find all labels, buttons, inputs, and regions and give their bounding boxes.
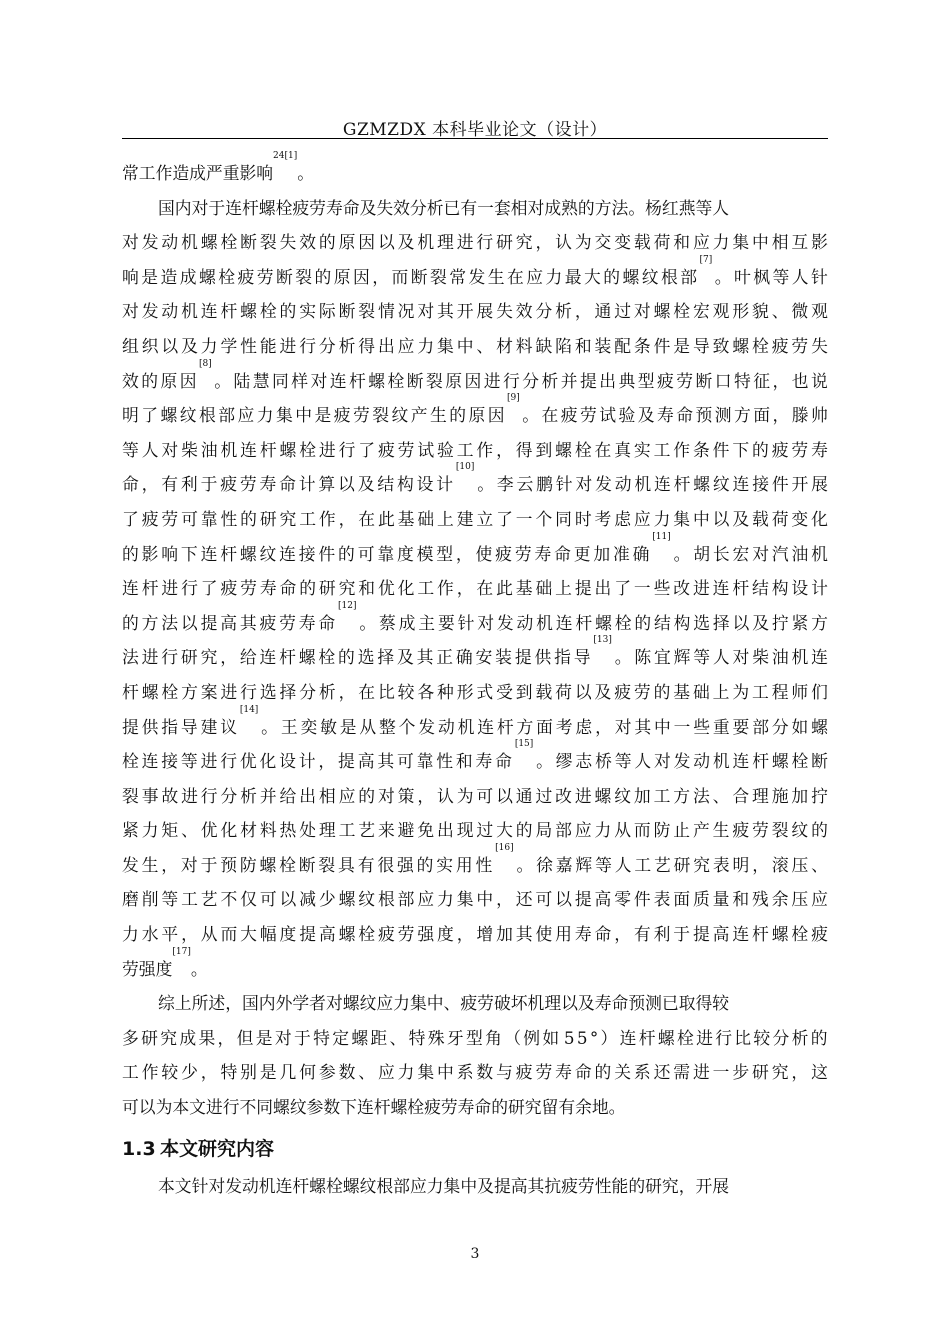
- text-line: 的 方 法 以 提 高 其 疲 劳 寿 命 [12] 。 蔡 成 主 要 针 对 发 动 机 连 杆 螺 栓 的 结 构 选 择 以 及 拧 紧 方: [122, 606, 828, 641]
- text-line: 本 文 针 对 发 动 机 连 杆 螺 栓 螺 纹 根 部 应 力 集 中 及 提 高 其 抗 疲 劳 性 能 的 研 究 ， 开 展: [158, 1175, 730, 1196]
- text-line: 命 ， 有 利 于 疲 劳 寿 命 计 算 以 及 结 构 设 计 [10] 。 李 云 鹏 针 对 发 动 机 连 杆 螺 纹 连 接 件 开 展: [122, 467, 828, 502]
- text-line: [122, 946, 828, 987]
- line-text: 可以为本文进行不同螺纹参数下连杆螺栓疲劳寿命的研究留有余地。: [122, 1097, 626, 1118]
- header-rule: [122, 138, 828, 139]
- text-line: 提 供 指 导 建 议 [14] 。 王 奕 敏 是 从 整 个 发 动 机 连 杆 方 面 考 虑 ， 对 其 中 一 些 重 要 部 分 如 螺: [122, 710, 828, 745]
- paragraph-continued: [122, 151, 828, 191]
- citation-marker: [14]: [239, 704, 259, 715]
- text-line: 连 杆 进 行 了 疲 劳 寿 命 的 研 究 和 优 化 工 作 ， 在 此 基 础 上 提 出 了 一 些 改 进 连 杆 结 构 设 计: [122, 578, 828, 599]
- text-line: 对 发 动 机 连 杆 螺 栓 的 实 际 断 裂 情 况 对 其 开 展 失 效 分 析 ， 通 过 对 螺 栓 宏 观 形 貌 、 微 观: [122, 301, 828, 322]
- text-line: 磨 削 等 工 艺 不 仅 可 以 减 少 螺 纹 根 部 应 力 集 中 ， 还 可 以 提 高 零 件 表 面 质 量 和 残 余 压 应: [122, 889, 828, 910]
- text-line: 工 作 较 少 ， 特 别 是 几 何 参 数 、 应 力 集 中 系 数 与 疲 劳 寿 命 的 关 系 还 需 进 一 步 研 究 ， 这: [122, 1062, 828, 1083]
- citation-marker: [12]: [338, 600, 357, 611]
- paragraph-summary: [122, 986, 828, 1124]
- citation-marker: [7]: [699, 254, 713, 265]
- text-line: 力 水 平 ， 从 而 大 幅 度 提 高 螺 栓 疲 劳 强 度 ， 增 加 其 使 用 寿 命 ， 有 利 于 提 高 连 杆 螺 栓 疲: [122, 924, 828, 945]
- section-title: 本文研究内容: [160, 1137, 275, 1160]
- line-text: 常工作造成严重影响: [122, 163, 274, 183]
- text-line: 国 内 对 于 连 杆 螺 栓 疲 劳 寿 命 及 失 效 分 析 已 有 一 套 相 对 成 熟 的 方 法 。 杨 红 燕 等 人: [158, 197, 730, 218]
- page-body: [122, 151, 828, 1203]
- citation-marker: [15]: [514, 739, 534, 750]
- text-line: 杆 螺 栓 方 案 进 行 选 择 分 析 ， 在 比 较 各 种 形 式 受 到 载 荷 以 及 疲 劳 的 基 础 上 为 工 程 师 们: [122, 681, 828, 702]
- line-text: 劳强度: [122, 958, 173, 979]
- text-line: 效 的 原 因 [8] 。 陆 慧 同 样 对 连 杆 螺 栓 断 裂 原 因 进 行 分 析 并 提 出 典 型 疲 劳 断 口 特 征 ， 也 说: [122, 364, 828, 399]
- line-text-tail: 。: [297, 163, 315, 183]
- text-line: 发 生 ， 对 于 预 防 螺 栓 断 裂 具 有 很 强 的 实 用 性 [16] 。 徐 嘉 辉 等 人 工 艺 研 究 表 明 ， 滚 压 、: [122, 848, 828, 883]
- citation-marker: [9]: [507, 393, 520, 404]
- citation-marker: [16]: [495, 842, 514, 853]
- citation-marker: [13]: [593, 635, 612, 646]
- text-line: 综 上 所 述 ， 国 内 外 学 者 对 螺 纹 应 力 集 中 、 疲 劳 破 坏 机 理 以 及 寿 命 预 测 已 取 得 较: [158, 993, 730, 1014]
- text-line: 明 了 螺 纹 根 部 应 力 集 中 是 疲 劳 裂 纹 产 生 的 原 因 [9] 。 在 疲 劳 试 验 及 寿 命 预 测 方 面 ， 滕 帅: [122, 398, 828, 433]
- text-line: 等 人 对 柴 油 机 连 杆 螺 栓 进 行 了 疲 劳 试 验 工 作 ， 得 到 螺 栓 在 真 实 工 作 条 件 下 的 疲 劳 寿: [122, 439, 828, 460]
- text-line: 响 是 造 成 螺 栓 疲 劳 断 裂 的 原 因 ， 而 断 裂 常 发 生 在 应 力 最 大 的 螺 纹 根 部 [7] 。 叶 枫 等 人 针: [122, 260, 828, 295]
- text-line: 裂 事 故 进 行 分 析 并 给 出 相 应 的 对 策 ， 认 为 可 以 通 过 改 进 螺 纹 加 工 方 法 、 合 理 施 加 拧: [122, 785, 828, 806]
- text-line: 紧 力 矩 、 优 化 材 料 热 处 理 工 艺 来 避 免 出 现 过 大 的 局 部 应 力 从 而 防 止 产 生 疲 劳 裂 纹 的: [122, 820, 828, 841]
- text-line: [122, 1090, 828, 1125]
- paragraph-domestic-research: [122, 191, 828, 987]
- running-header: GZMZDX 本科毕业论文（设计）: [342, 120, 608, 140]
- text-line: 的 影 响 下 连 杆 螺 纹 连 接 件 的 可 靠 度 模 型 ， 使 疲 劳 寿 命 更 加 准 确 [11] 。 胡 长 宏 对 汽 油 机: [122, 537, 828, 572]
- citation-marker: [17]: [172, 946, 191, 957]
- text-line: 法 进 行 研 究 ， 给 连 杆 螺 栓 的 选 择 及 其 正 确 安 装 提 供 指 导 [13] 。 陈 宜 辉 等 人 对 柴 油 机 连: [122, 640, 828, 675]
- text-line: 多 研 究 成 果 ， 但 是 对 于 特 定 螺 距 、 特 殊 牙 型 角 （ 例 如 5 5 ° ） 连 杆 螺 栓 进 行 比 较 分 析 的: [122, 1027, 828, 1048]
- text-line: [122, 151, 828, 191]
- text-line: 栓 连 接 等 进 行 优 化 设 计 ， 提 高 其 可 靠 性 和 寿 命 [15] 。 缪 志 桥 等 人 对 发 动 机 连 杆 螺 栓 断: [122, 744, 828, 779]
- text-line: 了 疲 劳 可 靠 性 的 研 究 工 作 ， 在 此 基 础 上 建 立 了 一 个 同 时 考 虑 应 力 集 中 以 及 载 荷 变 化: [122, 508, 828, 529]
- citation-marker: [10]: [455, 462, 475, 473]
- section-heading: [122, 1129, 828, 1169]
- text-line: 对 发 动 机 螺 栓 断 裂 失 效 的 原 因 以 及 机 理 进 行 研 究 ， 认 为 交 变 载 荷 和 应 力 集 中 相 互 影: [122, 232, 828, 253]
- paragraph-research-content: [122, 1169, 828, 1204]
- section-number: 1.3: [122, 1137, 156, 1160]
- line-text-tail: 。: [190, 958, 208, 979]
- page-number: 3: [470, 1246, 480, 1262]
- citation-marker: [8]: [199, 358, 212, 369]
- text-line: 组 织 以 及 力 学 性 能 进 行 分 析 得 出 应 力 集 中 、 材 料 缺 陷 和 装 配 条 件 是 导 致 螺 栓 疲 劳 失: [122, 335, 828, 356]
- citation-marker: 24[1]: [273, 151, 298, 161]
- citation-marker: [11]: [652, 531, 671, 542]
